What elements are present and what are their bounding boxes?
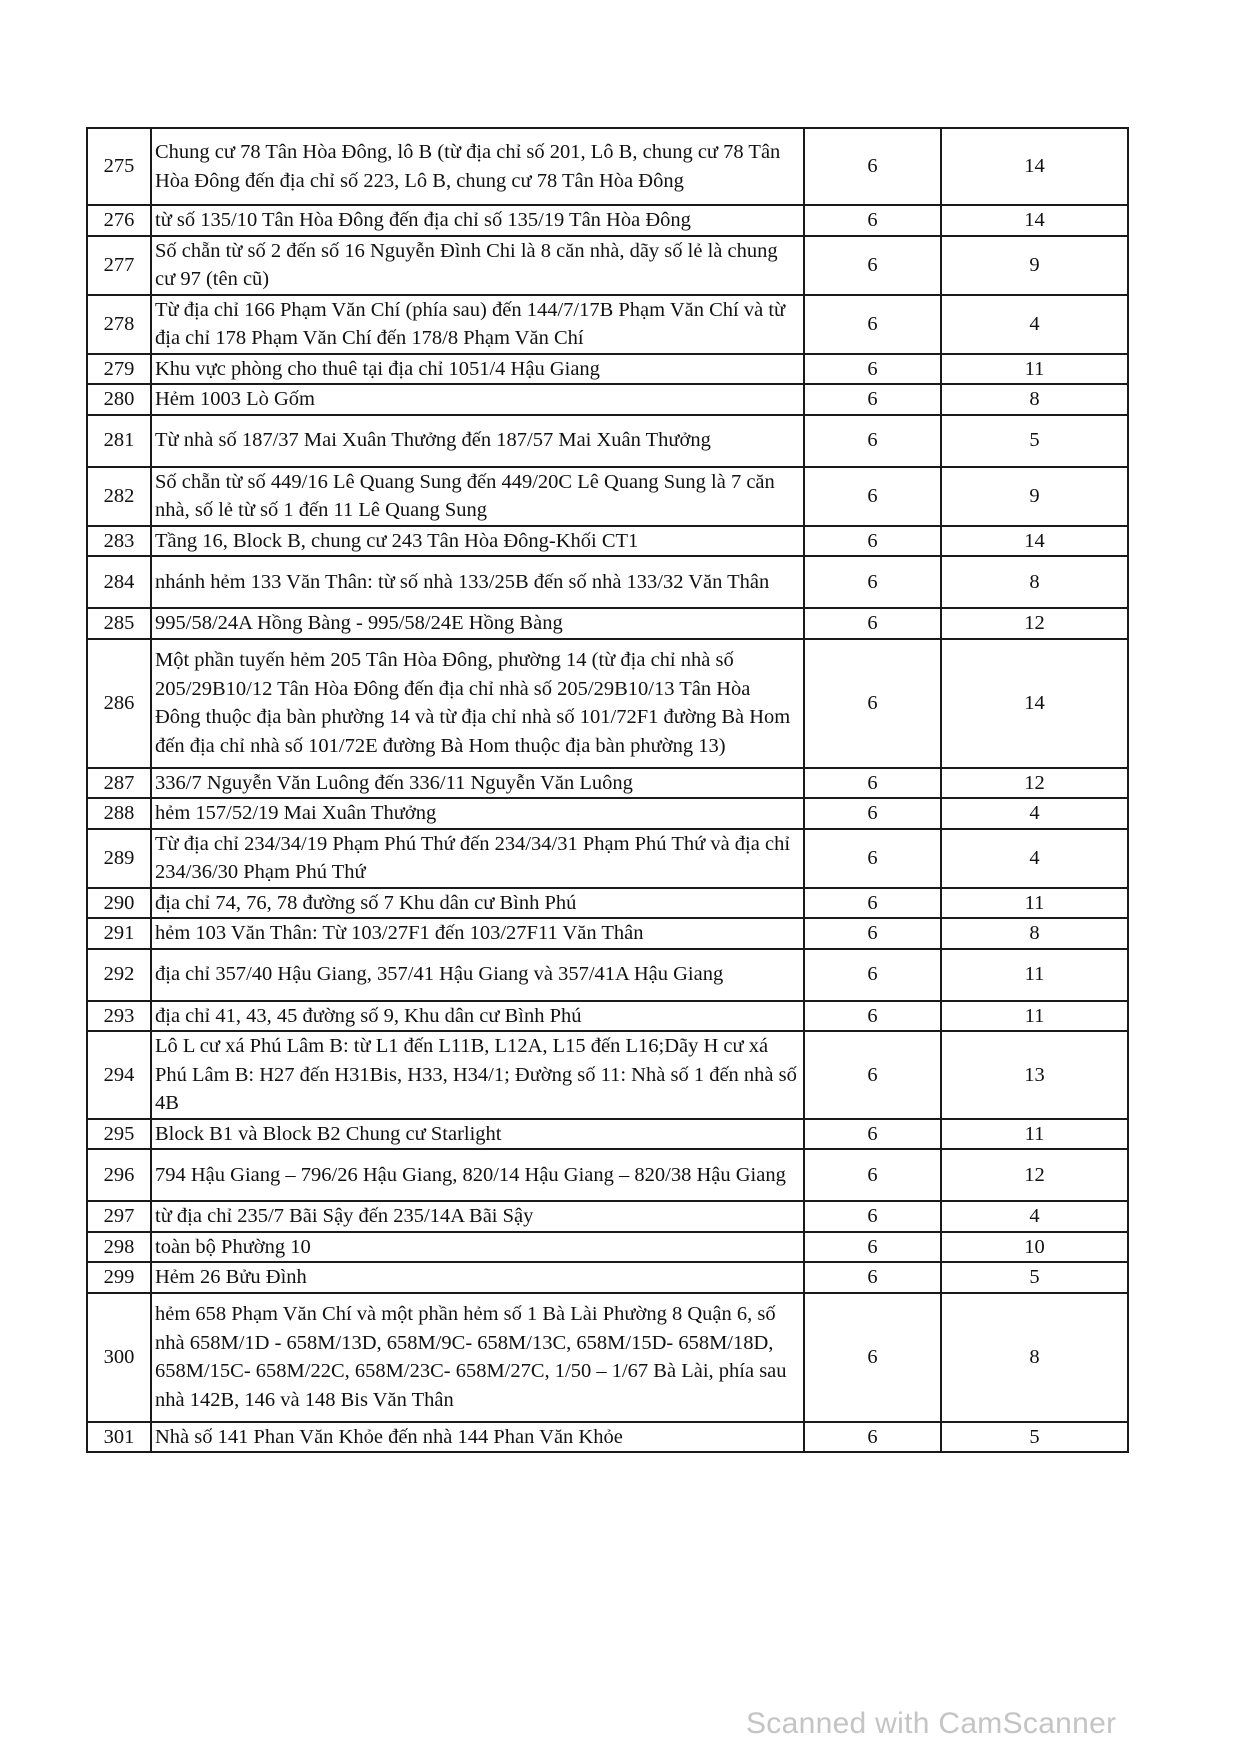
- district-cell: 6: [804, 415, 941, 467]
- district-cell: 6: [804, 1201, 941, 1232]
- table-row: [87, 1232, 1128, 1263]
- table-row: [87, 888, 1128, 919]
- row-number-cell: 289: [87, 829, 151, 888]
- ward-cell: 4: [941, 1201, 1128, 1232]
- row-number-cell: 284: [87, 556, 151, 608]
- ward-cell: 14: [941, 128, 1128, 205]
- address-cell: địa chỉ 41, 43, 45 đường số 9, Khu dân cư Bình Phú: [151, 1001, 804, 1032]
- district-cell: 6: [804, 1422, 941, 1453]
- ward-cell: 14: [941, 526, 1128, 557]
- district-cell: 6: [804, 1149, 941, 1201]
- address-cell: 336/7 Nguyễn Văn Luông đến 336/11 Nguyễn Văn Luông: [151, 768, 804, 799]
- ward-cell: 4: [941, 829, 1128, 888]
- ward-cell: 13: [941, 1031, 1128, 1119]
- ward-cell: 5: [941, 415, 1128, 467]
- row-number-cell: 291: [87, 918, 151, 949]
- table-row: [87, 415, 1128, 467]
- district-cell: 6: [804, 1119, 941, 1150]
- table-row: [87, 949, 1128, 1001]
- table-row: [87, 236, 1128, 295]
- ward-cell: 12: [941, 608, 1128, 639]
- ward-cell: 11: [941, 1001, 1128, 1032]
- district-cell: 6: [804, 556, 941, 608]
- ward-cell: 11: [941, 949, 1128, 1001]
- ward-cell: 14: [941, 205, 1128, 236]
- ward-cell: 11: [941, 354, 1128, 385]
- address-cell: hẻm 103 Văn Thân: Từ 103/27F1 đến 103/27F11 Văn Thân: [151, 918, 804, 949]
- address-cell: Hẻm 1003 Lò Gốm: [151, 384, 804, 415]
- table-row: [87, 608, 1128, 639]
- row-number-cell: 299: [87, 1262, 151, 1293]
- ward-cell: 9: [941, 236, 1128, 295]
- camscanner-watermark: Scanned with CamScanner: [746, 1707, 1117, 1740]
- address-cell: 995/58/24A Hồng Bàng - 995/58/24E Hồng Bàng: [151, 608, 804, 639]
- ward-cell: 14: [941, 639, 1128, 768]
- table-row: [87, 295, 1128, 354]
- table-row: [87, 798, 1128, 829]
- address-cell: hẻm 157/52/19 Mai Xuân Thưởng: [151, 798, 804, 829]
- row-number-cell: 290: [87, 888, 151, 919]
- ward-cell: 8: [941, 556, 1128, 608]
- address-cell: Hẻm 26 Bửu Đình: [151, 1262, 804, 1293]
- row-number-cell: 280: [87, 384, 151, 415]
- address-cell: Từ địa chỉ 166 Phạm Văn Chí (phía sau) đến 144/7/17B Phạm Văn Chí và từ địa chỉ 178 Phạm Văn Chí đến 178/8 Phạm Văn Chí: [151, 295, 804, 354]
- district-cell: 6: [804, 798, 941, 829]
- address-cell: Nhà số 141 Phan Văn Khỏe đến nhà 144 Phan Văn Khỏe: [151, 1422, 804, 1453]
- table-row: [87, 639, 1128, 768]
- row-number-cell: 281: [87, 415, 151, 467]
- row-number-cell: 301: [87, 1422, 151, 1453]
- address-cell: Block B1 và Block B2 Chung cư Starlight: [151, 1119, 804, 1150]
- district-cell: 6: [804, 467, 941, 526]
- address-cell: hẻm 658 Phạm Văn Chí và một phần hẻm số 1 Bà Lài Phường 8 Quận 6, số nhà 658M/1D - 658M/13D, 658M/9C- 658M/13C, 658M/15D- 658M/18D, 658M/15C- 658M/22C, 658M/23C- 658M/27C, 1/50 – 1/67 Bà Lài, phía sau nhà 142B, 146 và 148 Bis Văn Thân: [151, 1293, 804, 1422]
- ward-cell: 9: [941, 467, 1128, 526]
- row-number-cell: 285: [87, 608, 151, 639]
- row-number-cell: 300: [87, 1293, 151, 1422]
- address-cell: Số chẵn từ số 2 đến số 16 Nguyễn Đình Chi là 8 căn nhà, dãy số lẻ là chung cư 97 (tên cũ): [151, 236, 804, 295]
- district-cell: 6: [804, 1293, 941, 1422]
- district-cell: 6: [804, 949, 941, 1001]
- address-cell: Lô L cư xá Phú Lâm B: từ L1 đến L11B, L12A, L15 đến L16;Dãy H cư xá Phú Lâm B: H27 đến H31Bis, H33, H34/1; Đường số 11: Nhà số 1 đến nhà số 4B: [151, 1031, 804, 1119]
- table-row: [87, 829, 1128, 888]
- address-cell: Số chẵn từ số 449/16 Lê Quang Sung đến 449/20C Lê Quang Sung là 7 căn nhà, số lẻ từ số 1 đến 11 Lê Quang Sung: [151, 467, 804, 526]
- address-cell: Một phần tuyến hẻm 205 Tân Hòa Đông, phường 14 (từ địa chỉ nhà số 205/29B10/12 Tân Hòa Đông đến địa chỉ nhà số 205/29B10/13 Tân Hòa Đông thuộc địa bàn phường 14 và từ địa chỉ nhà số 101/72F1 đường Bà Hom đến địa chỉ nhà số 101/72E đường Bà Hom thuộc địa bàn phường 13): [151, 639, 804, 768]
- ward-cell: 12: [941, 1149, 1128, 1201]
- ward-cell: 8: [941, 918, 1128, 949]
- row-number-cell: 288: [87, 798, 151, 829]
- district-cell: 6: [804, 639, 941, 768]
- row-number-cell: 286: [87, 639, 151, 768]
- address-cell: từ địa chỉ 235/7 Bãi Sậy đến 235/14A Bãi Sậy: [151, 1201, 804, 1232]
- district-cell: 6: [804, 354, 941, 385]
- table-row: [87, 556, 1128, 608]
- row-number-cell: 277: [87, 236, 151, 295]
- table-row: [87, 918, 1128, 949]
- row-number-cell: 279: [87, 354, 151, 385]
- row-number-cell: 294: [87, 1031, 151, 1119]
- district-cell: 6: [804, 236, 941, 295]
- row-number-cell: 297: [87, 1201, 151, 1232]
- district-cell: 6: [804, 526, 941, 557]
- address-cell: địa chỉ 357/40 Hậu Giang, 357/41 Hậu Giang và 357/41A Hậu Giang: [151, 949, 804, 1001]
- district-cell: 6: [804, 295, 941, 354]
- address-cell: nhánh hẻm 133 Văn Thân: từ số nhà 133/25B đến số nhà 133/32 Văn Thân: [151, 556, 804, 608]
- table-row: [87, 1001, 1128, 1032]
- row-number-cell: 287: [87, 768, 151, 799]
- table-body: [87, 128, 1128, 1452]
- table-row: [87, 1119, 1128, 1150]
- ward-cell: 4: [941, 798, 1128, 829]
- table-row: [87, 128, 1128, 205]
- row-number-cell: 296: [87, 1149, 151, 1201]
- district-cell: 6: [804, 384, 941, 415]
- district-cell: 6: [804, 205, 941, 236]
- district-cell: 6: [804, 768, 941, 799]
- row-number-cell: 282: [87, 467, 151, 526]
- district-cell: 6: [804, 829, 941, 888]
- ward-cell: 10: [941, 1232, 1128, 1263]
- district-cell: 6: [804, 1262, 941, 1293]
- address-cell: Từ nhà số 187/37 Mai Xuân Thưởng đến 187/57 Mai Xuân Thưởng: [151, 415, 804, 467]
- address-cell: 794 Hậu Giang – 796/26 Hậu Giang, 820/14 Hậu Giang – 820/38 Hậu Giang: [151, 1149, 804, 1201]
- row-number-cell: 295: [87, 1119, 151, 1150]
- address-cell: Khu vực phòng cho thuê tại địa chỉ 1051/4 Hậu Giang: [151, 354, 804, 385]
- table-row: [87, 1262, 1128, 1293]
- ward-cell: 4: [941, 295, 1128, 354]
- ward-cell: 5: [941, 1422, 1128, 1453]
- address-cell: Chung cư 78 Tân Hòa Đông, lô B (từ địa chỉ số 201, Lô B, chung cư 78 Tân Hòa Đông đến địa chỉ số 223, Lô B, chung cư 78 Tân Hòa Đông: [151, 128, 804, 205]
- row-number-cell: 278: [87, 295, 151, 354]
- ward-cell: 8: [941, 384, 1128, 415]
- table-row: [87, 384, 1128, 415]
- district-cell: 6: [804, 128, 941, 205]
- address-table: [86, 127, 1129, 1453]
- table-row: [87, 467, 1128, 526]
- table-row: [87, 1149, 1128, 1201]
- ward-cell: 11: [941, 888, 1128, 919]
- address-cell: địa chỉ 74, 76, 78 đường số 7 Khu dân cư Bình Phú: [151, 888, 804, 919]
- table-row: [87, 1293, 1128, 1422]
- table-row: [87, 205, 1128, 236]
- district-cell: 6: [804, 1232, 941, 1263]
- ward-cell: 8: [941, 1293, 1128, 1422]
- ward-cell: 11: [941, 1119, 1128, 1150]
- row-number-cell: 293: [87, 1001, 151, 1032]
- table-row: [87, 768, 1128, 799]
- district-cell: 6: [804, 608, 941, 639]
- address-cell: toàn bộ Phường 10: [151, 1232, 804, 1263]
- ward-cell: 12: [941, 768, 1128, 799]
- row-number-cell: 283: [87, 526, 151, 557]
- district-cell: 6: [804, 918, 941, 949]
- table-row: [87, 1031, 1128, 1119]
- row-number-cell: 292: [87, 949, 151, 1001]
- row-number-cell: 298: [87, 1232, 151, 1263]
- table-row: [87, 1201, 1128, 1232]
- district-cell: 6: [804, 1031, 941, 1119]
- row-number-cell: 275: [87, 128, 151, 205]
- district-cell: 6: [804, 1001, 941, 1032]
- ward-cell: 5: [941, 1262, 1128, 1293]
- table-row: [87, 354, 1128, 385]
- address-cell: Tầng 16, Block B, chung cư 243 Tân Hòa Đông-Khối CT1: [151, 526, 804, 557]
- table-row: [87, 526, 1128, 557]
- address-cell: Từ địa chỉ 234/34/19 Phạm Phú Thứ đến 234/34/31 Phạm Phú Thứ và địa chỉ 234/36/30 Phạm Phú Thứ: [151, 829, 804, 888]
- district-cell: 6: [804, 888, 941, 919]
- row-number-cell: 276: [87, 205, 151, 236]
- address-cell: từ số 135/10 Tân Hòa Đông đến địa chỉ số 135/19 Tân Hòa Đông: [151, 205, 804, 236]
- table-row: [87, 1422, 1128, 1453]
